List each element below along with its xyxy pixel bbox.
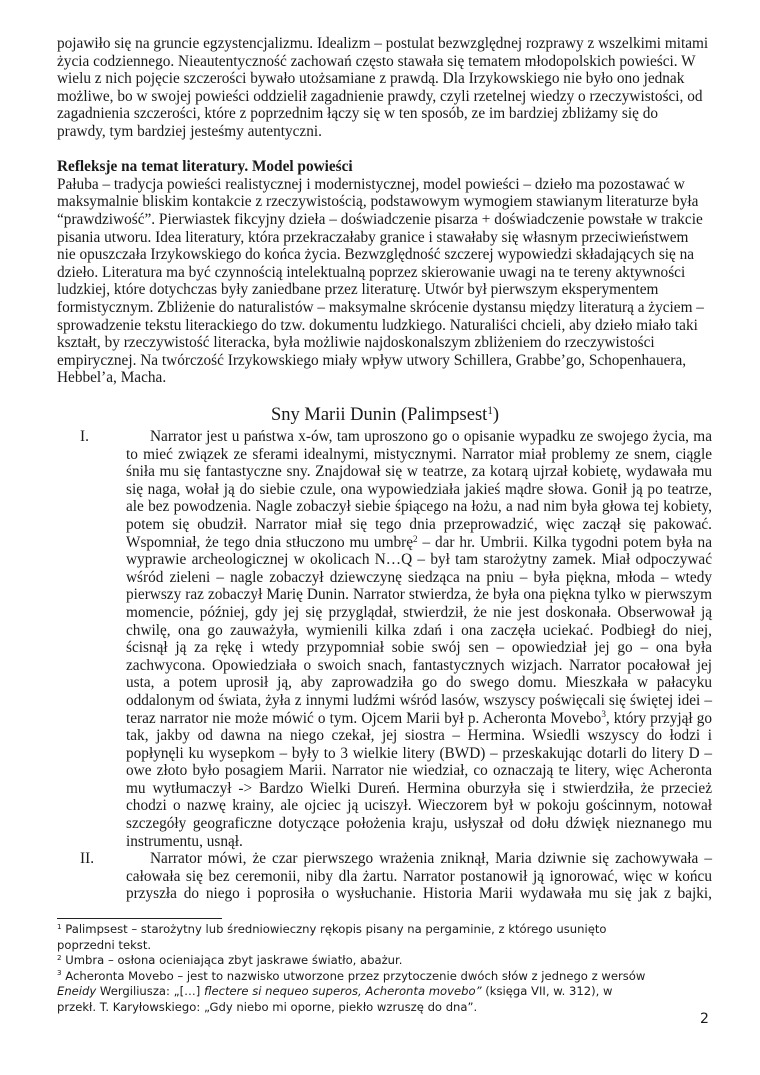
text-run: usta, a potem uprosił ją, aby zaprowadziła go do swego domu. Mieszkała w pałacyku bbox=[126, 674, 712, 692]
text-run: pierwszy raz zobaczył Marię Dunin. Narrator stwierdza, że była ona piękna tylko w pierwszym bbox=[126, 586, 712, 604]
text-line: możliwe, bo w swojej powieści oddzielił zagadnienie prawdy, czyli rzetelnej wiedzy o rzeczywistości, od bbox=[57, 87, 703, 105]
section-heading: Refleksje na temat literatury. Model powieści bbox=[57, 158, 353, 176]
text-line bbox=[126, 850, 712, 868]
text-line bbox=[126, 639, 712, 657]
text-line bbox=[126, 428, 712, 446]
page-number: 2 bbox=[700, 1011, 709, 1027]
footnote-ref: 2 bbox=[57, 952, 62, 962]
footnote-line bbox=[57, 922, 717, 938]
text-run: teraz narrator nie może mówić o tym. Ojcem Marii był p. Acheronta Movebo bbox=[126, 709, 602, 727]
text-line: dzieło. Literatura ma być czynnością intelektualną poprzez skierowanie uwagi na te tereny aktywności bbox=[57, 263, 686, 281]
text-run: chwilę, ona go zauważyła, wymienili kilka zdań i ona zaczęła uciekać. Podbiegł do niej, bbox=[126, 621, 712, 639]
section-paragraph bbox=[57, 176, 713, 387]
footnote-line bbox=[57, 969, 717, 985]
text-line: kształt, by rzeczywistość literacka, była możliwie najdoskonalszym zbliżeniem do rzeczywistości bbox=[57, 334, 655, 352]
text-line: pojawiło się na gruncie egzystencjalizmu. Idealizm – postulat bezwzględnej rozprawy z wszelkimi mitami bbox=[57, 35, 709, 52]
text-line bbox=[126, 674, 712, 692]
text-line bbox=[126, 534, 712, 552]
text-run: ale bez powodzenia. Nagle zobaczył siebie śpiącego na łożu, a nad nim była głowa tej kobiety, bbox=[126, 498, 712, 516]
text-run: poprzedni tekst. bbox=[57, 937, 152, 952]
text-line bbox=[126, 710, 712, 728]
list-number: I. bbox=[80, 428, 89, 445]
text-run: Palimpsest – starożytny lub średniowieczny rękopis pisany na pergaminie, z którego usunięto bbox=[61, 922, 607, 936]
paragraph-gap bbox=[57, 141, 713, 159]
text-run: przekł. T. Karyłowskiego: „Gdy niebo mi oporne, piekło wzruszę do dna”. bbox=[57, 999, 478, 1014]
footnote-ref: 2 bbox=[413, 533, 418, 544]
text-run: tak, jakby od dawna na niego czekał, jej siostra – Hermina. Wsiedli wszyscy do łodzi i bbox=[126, 727, 712, 745]
footnote-line bbox=[57, 984, 717, 1000]
text-line: maksymalnie bliskim kontakcie z rzeczywistością, podstawowym wymogiem stawianym literaturze była bbox=[57, 193, 699, 211]
text-line: sprowadzenie tekstu literackiego do tzw. dokumentu ludzkiego. Naturaliści chcieli, aby dzieło miało taki bbox=[57, 316, 698, 334]
chapter-title-close: ) bbox=[492, 405, 500, 425]
text-line bbox=[126, 498, 712, 516]
list-item-text bbox=[126, 850, 712, 903]
chapter-title bbox=[57, 404, 713, 426]
text-run: momencie, później, gdy jej się przyglądał, stwierdził, że nie jest doskonała. Obserwował ją bbox=[126, 603, 712, 621]
text-line bbox=[126, 657, 712, 675]
text-line bbox=[126, 762, 712, 780]
text-line: nie opuszczała Irzykowskiego do końca życia. Bezwzględność szczerej wypowiedzi składających się na bbox=[57, 246, 695, 264]
text-run: śniła mu się fantastyczne sny. Znajdował się w teatrze, za kotarą ujrzał kobietę, wydawała mu bbox=[126, 463, 712, 481]
text-line bbox=[126, 692, 712, 710]
italic-run: Eneidy bbox=[57, 984, 97, 999]
text-run: potem się obudził. Narrator miał się tego dnia przeprowadzić, więc zaczął się pakować. bbox=[126, 515, 712, 533]
text-run: się naga, wołał ją do siebie czule, ona wypowiedziała jakieś mądre słowa. Gonił ją po teatrze, bbox=[126, 480, 712, 498]
footnote-ref: 1 bbox=[57, 921, 62, 931]
list-item-text bbox=[126, 428, 712, 850]
text-run: chodzi o nazwę krainy, ale ojciec ją uciszył. Wieczorem był w pokoju gościnnym, notował bbox=[126, 797, 712, 815]
footnote-ref: 1 bbox=[487, 404, 493, 417]
text-line: ludzkiej, które dotychczas były zaniedbane przez literaturę. Utwór był pierwszym eksperymentem bbox=[57, 281, 659, 299]
text-run: owe złoto było posagiem Marii. Narrator nie wiedział, co oznaczają te litery, więc Acheronta bbox=[126, 762, 712, 780]
text-line bbox=[126, 745, 712, 763]
footnotes bbox=[57, 922, 717, 1016]
text-run: Wspomniał, że tego dnia stłuczono mu umbrę bbox=[126, 533, 414, 551]
intro-paragraph bbox=[57, 35, 713, 141]
text-line bbox=[126, 516, 712, 534]
text-line bbox=[126, 885, 712, 903]
text-line bbox=[126, 446, 712, 464]
footnote-ref: 3 bbox=[57, 968, 62, 978]
text-run: przyszła do niego i poprosiła o wysłuchanie. Historia Marii wydawała mu się jak z bajki, bbox=[126, 885, 712, 903]
text-line bbox=[126, 868, 712, 886]
text-line bbox=[126, 463, 712, 481]
footnote-separator bbox=[57, 918, 222, 919]
list-item bbox=[0, 428, 760, 850]
text-line: empirycznej. Na twórczość Irzykowskiego miały wpływ utwory Schillera, Grabbe’go, Schopenhauera, bbox=[57, 351, 687, 369]
text-line: “prawdziwość”. Pierwiastek fikcyjny dzieła – doświadczenie pisarza + doświadczenie powstałe w trakcie bbox=[57, 210, 703, 228]
body-text bbox=[57, 35, 713, 387]
text-run: Acheronta Movebo – jest to nazwisko utworzone przez przytoczenie dwóch słów z jednego z wersów bbox=[61, 968, 646, 983]
text-line bbox=[126, 622, 712, 640]
footnote-line bbox=[57, 938, 717, 954]
text-run: całowała się bez ceremonii, niby dla żartu. Narrator postanowił ją ignorować, więc w końcu bbox=[126, 867, 712, 885]
footnote-ref: 3 bbox=[601, 709, 606, 720]
text-line bbox=[126, 569, 712, 587]
text-line bbox=[126, 833, 712, 851]
text-run: (księga VII, w. 312), w bbox=[481, 984, 613, 999]
text-line bbox=[126, 604, 712, 622]
text-run: Narrator mówi, że czar pierwszego wrażenia zniknął, Maria dziwnie się zachowywała – bbox=[150, 850, 712, 868]
text-line: Hebbel’a, Macha. bbox=[57, 369, 167, 387]
text-line: Pałuba – tradycja powieści realistycznej i modernistycznej, model powieści – dzieło ma pozostawać w bbox=[57, 175, 685, 193]
text-line: życia codziennego. Nieautentyczność zachowań często stawała się tematem młodopolskich powieści. W bbox=[57, 52, 696, 70]
text-run: szczegóły geograficzne dotyczące położenia kraju, usłyszał od dołu dźwięk nieznanego mu bbox=[126, 815, 712, 833]
text-line bbox=[126, 586, 712, 604]
numbered-list bbox=[0, 428, 760, 903]
text-line: formistycznym. Zbliżenie do naturalistów – maksymalne skrócenie dystansu między literaturą a życiem – bbox=[57, 298, 704, 316]
text-run: instrumentu, usnął. bbox=[126, 832, 243, 850]
text-line bbox=[126, 797, 712, 815]
list-item bbox=[0, 850, 760, 903]
text-run: popłynęli ku wysepkom – były to 3 wielkie litery (BWD) – przeskakując dotarli do litery D – bbox=[126, 744, 712, 762]
text-run: – dar hr. Umbrii. Kilka tygodni potem była na bbox=[417, 533, 712, 551]
text-line bbox=[126, 780, 712, 798]
text-run: wśród zieleni – nagle zobaczył dziewczynę siedząca na pniu – była piękna, młoda – wtedy bbox=[126, 568, 712, 586]
chapter-title-text: Sny Marii Dunin (Palimpsest bbox=[270, 405, 488, 425]
text-run: Wergiliusza: „[…] bbox=[96, 984, 204, 999]
text-line bbox=[126, 815, 712, 833]
text-run: Narrator jest u państwa x-ów, tam uproszono go o opisanie wypadku ze swojego życia, ma bbox=[150, 428, 712, 445]
text-line: prawdy, tym bardziej jesteśmy autentyczni. bbox=[57, 122, 322, 140]
text-line bbox=[126, 727, 712, 745]
text-line bbox=[126, 551, 712, 569]
text-run: Umbra – osłona ocieniająca zbyt jaskrawe światło, abażur. bbox=[61, 953, 403, 968]
text-line: pisania utworu. Idea literatury, która przekraczałaby granice i stawałaby się własnym przeciwieństwem bbox=[57, 228, 689, 246]
text-run: to mieć związek ze sferami idealnymi, mistycznymi. Narrator miał problemy ze snem, ciągle bbox=[126, 445, 712, 463]
footnote-line bbox=[57, 1000, 717, 1016]
list-number: II. bbox=[80, 850, 95, 868]
italic-run: flectere si nequeo superos, Acheronta movebo” bbox=[203, 984, 482, 999]
footnote-line bbox=[57, 953, 717, 969]
text-line: wielu z nich pojęcie szczerości bywało utożsamiane z prawdą. Dla Irzykowskiego nie było ono jednak bbox=[57, 70, 685, 88]
text-run: zachwycona. Opowiedziała o swoich snach, fantastycznych wizjach. Narrator pocałował jej bbox=[126, 656, 712, 674]
text-run: , który przyjął go bbox=[605, 709, 712, 727]
text-run: ścisnął ją za rękę i wtedy przypomniał sobie swój sen – opowiedział jej go – ona była bbox=[126, 639, 712, 657]
text-line bbox=[126, 481, 712, 499]
text-run: mu wytłumaczył -> Bardzo Wielki Dureń. Hermina oburzyła się i stwierdziła, że przecież bbox=[126, 779, 712, 797]
text-line: zagadnienia szczerości, które z poprzednim łączy się w ten sposób, ze im bardziej zbliżamy się do bbox=[57, 105, 659, 123]
text-run: oddalonym od świata, żyła z innymi ludźmi wśród lasów, wszyscy poświęcali się świętej idei – bbox=[126, 691, 712, 709]
text-run: wyprawie archeologicznej w okolicach N…Q – był tam starożytny zamek. Miał odpoczywać bbox=[126, 551, 712, 569]
